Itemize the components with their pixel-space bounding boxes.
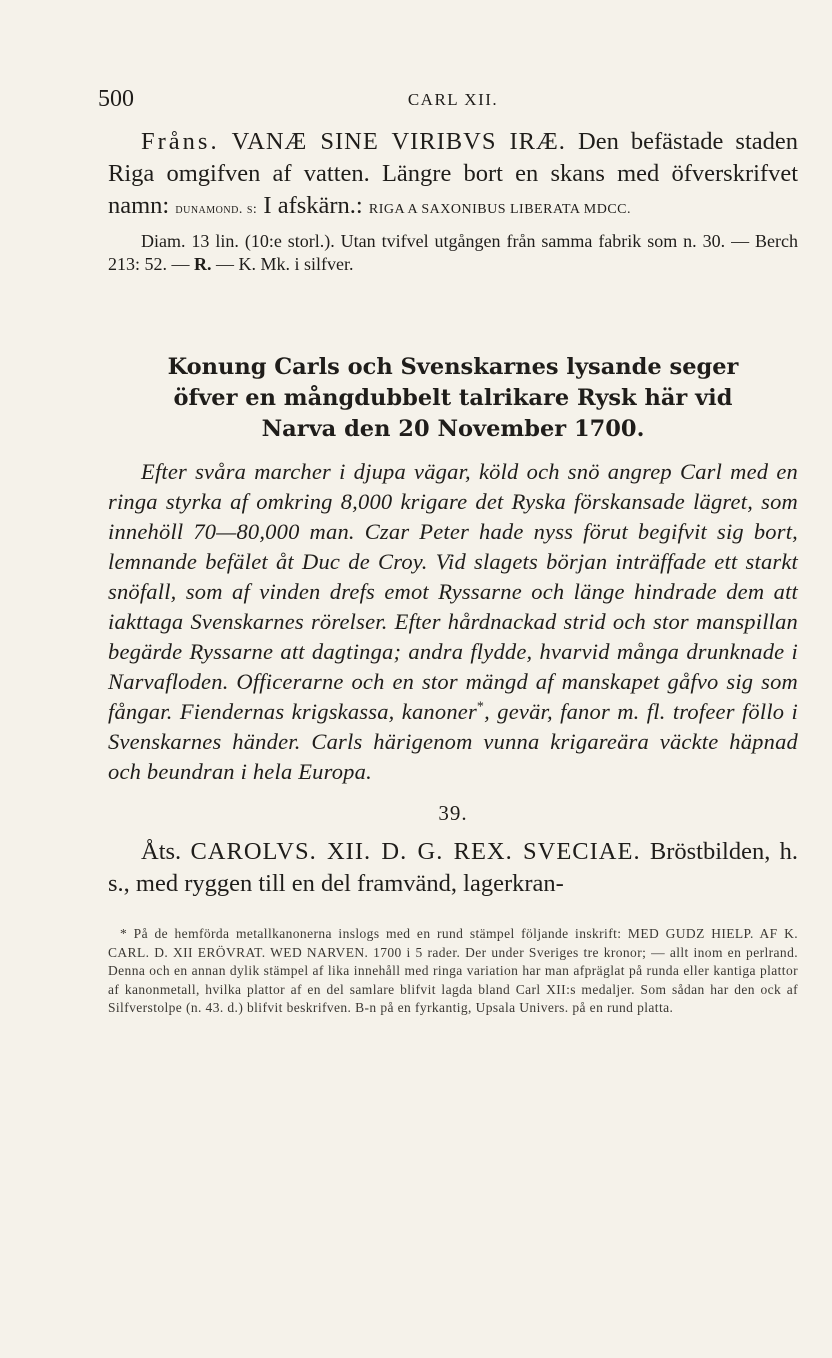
rarity-mark: R. (194, 254, 212, 274)
heading-line-1: Konung Carls och Svenskarnes lysande seger (167, 354, 739, 380)
section-heading (108, 352, 798, 445)
item-38-specification: Diam. 13 lin. (10:e storl.). Utan tvifvel utgången från samma fabrik som n. 30. — Berch 213: 52. — R. — K. Mk. i silfver. (108, 231, 798, 274)
book-page (98, 86, 799, 1018)
footnote-text: På de hemförda metallkanonerna inslogs med en rund stämpel följande inskrift: MED GUDZ HIELP. AF K. CARL. D. XII ERÖVRAT. WED NARVEN. 1700 i 5 rader. Der under Sveriges tre kronor; — allt inom en perlrand. Denna och en annan dylik stämpel af lika innehåll med ringa variation har man afpräglat på runda eller kantiga plattor af kanonmetall, hvilka plattor af en del samlare blifvit lagda bland Carl XII:s medaljer. Som sådan har den ock af Silfverstolpe (n. 43. d.) blifvit beskrifven. B-n på en fyrkantig, Upsala Univers. på en rund platta. (108, 926, 798, 1015)
heading-line-2: öfver en mångdubbelt talrikare Rysk här vid (173, 385, 733, 411)
footnote (108, 925, 798, 1018)
footnote-marker: * (120, 926, 128, 941)
fort-name-inscription: dunamond. s: (175, 202, 258, 217)
obverse-description: Bröstbilden, h. s., med ryggen till en del framvänd, lagerkran- (108, 838, 799, 897)
page-number: 500 (98, 86, 134, 112)
side-label: Åts. (141, 838, 182, 865)
item-38-reverse (108, 126, 798, 226)
item-number: 39. (438, 801, 468, 825)
side-label: Fråns. (141, 128, 220, 155)
item-39-obverse (108, 836, 798, 900)
running-title: CARL XII. (407, 90, 499, 109)
legend-inscription: CAROLVS. XII. D. G. REX. SVECIAE. (190, 838, 641, 865)
footnote-divider (108, 916, 798, 917)
footnote-reference: * (476, 699, 485, 715)
heading-line-3: Narva den 20 November 1700. (261, 416, 645, 442)
battle-account: Efter svåra marcher i djupa vägar, köld och snö angrep Carl med en ringa styrka af omkring 8,000 krigare det Ryska förskansade lägret, som innehöll 70—80,000 man. Czar Peter hade nyss förut begifvit sig bort, lemnande befälet åt Duc de Croy. Vid slagets början inträffade ett starkt snöfall, som af vinden drefs emot Ryssarne och länge hindrade dem att iakttaga Svenskarnes rörelser. Efter hårdnackad strid och stor manspillan begärde Ryssarne att dagtinga; andra flydde, hvarvid många drunknade i Narvafloden. Officerarne och en stor mängd af manskapet gåfvo sig som fångar. Fiendernas krigskassa, kanoner*, gevär, fanor m. fl. trofeer föllo i Svenskarnes händer. Carls härigenom vunna krigareära väckte häpnad och beundran i hela Europa. (108, 459, 798, 784)
exergue-label: I afskärn.: (263, 192, 363, 219)
exergue-inscription: RIGA A SAXONIBUS LIBERATA MDCC. (368, 202, 631, 217)
reverse-description: Den befästade staden Riga omgifven af vatten. Längre bort en skans med öfverskrifvet namn: (108, 128, 799, 219)
running-head (98, 86, 798, 116)
legend-inscription: VANÆ SINE VIRIBVS IRÆ. (231, 128, 566, 155)
